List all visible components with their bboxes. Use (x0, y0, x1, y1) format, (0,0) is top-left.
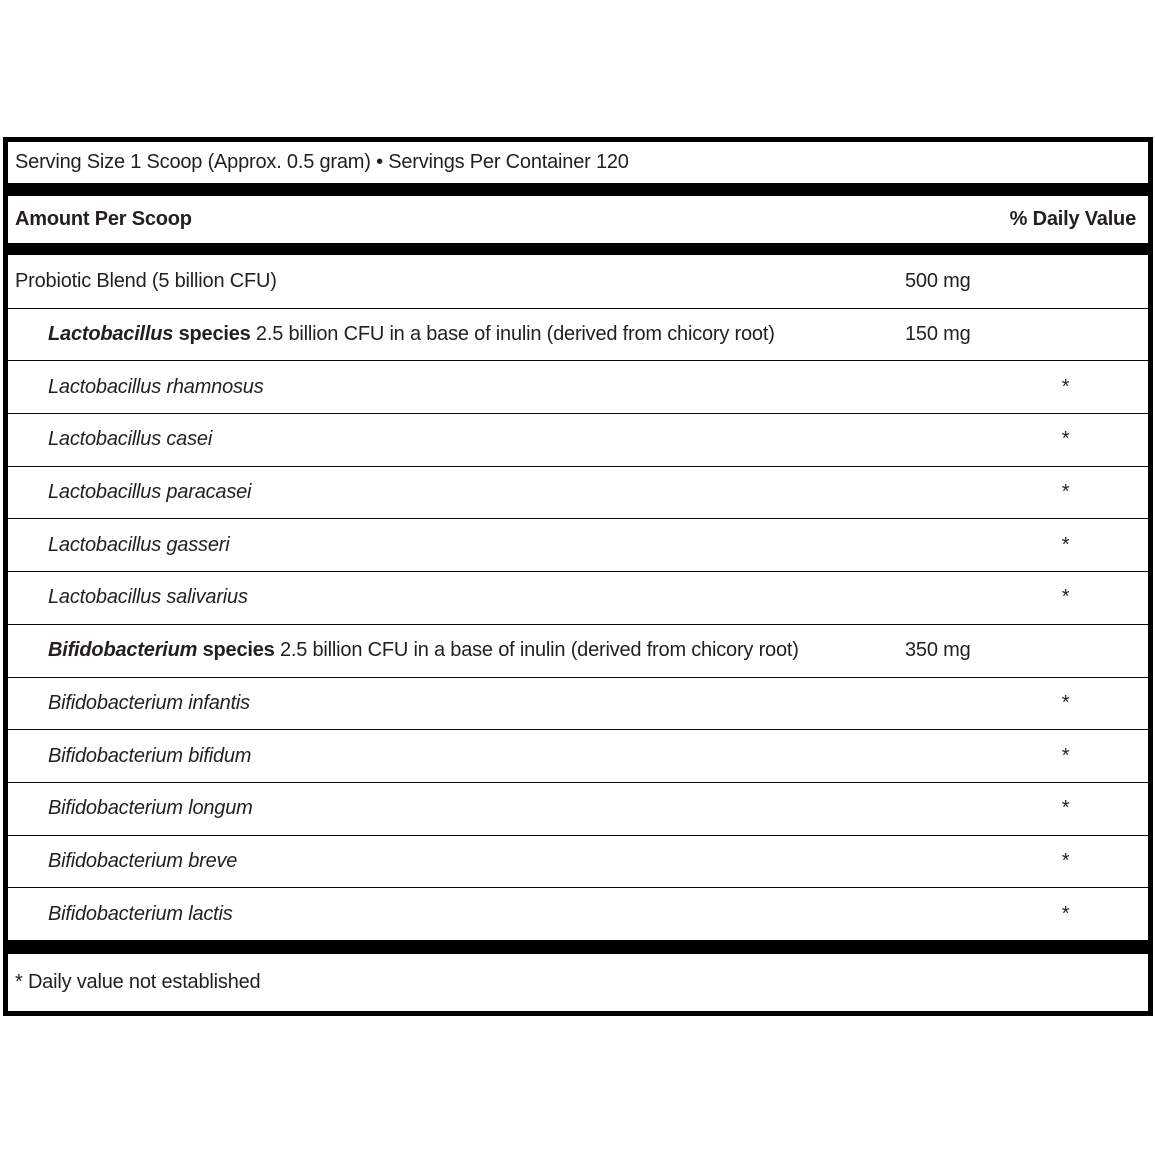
ingredient-row (8, 413, 1148, 466)
ingredient-name (48, 850, 237, 873)
ingredient-name-segment: Bifidobacterium longum (48, 797, 253, 820)
daily-value-asterisk: * (1061, 691, 1070, 714)
ingredient-name-segment: Bifidobacterium bifidum (48, 744, 252, 767)
ingredient-row (8, 782, 1148, 835)
daily-value-asterisk: * (1061, 428, 1070, 451)
ingredient-name (48, 586, 248, 609)
ingredient-name (48, 428, 212, 451)
ingredient-name-segment: 2.5 billion CFU in a base of inulin (derived from chicory root) (279, 639, 799, 662)
amount-per-scoop-header: Amount Per Scoop (15, 208, 192, 230)
ingredient-name-segment: Bifidobacterium lactis (48, 902, 233, 925)
ingredient-name (48, 376, 264, 399)
divider-bar-under-header (8, 243, 1148, 255)
amount-value: 150 mg (905, 323, 971, 346)
ingredient-name-segment: Lactobacillus salivarius (48, 586, 248, 609)
ingredient-name (48, 797, 253, 820)
ingredient-name-segment: Probiotic Blend (5 billion CFU) (15, 269, 277, 292)
serving-info-row (8, 142, 1148, 183)
ingredient-name-segment: Lactobacillus (48, 323, 174, 346)
ingredient-name (48, 323, 775, 346)
ingredient-row (8, 308, 1148, 361)
divider-bar-top (8, 183, 1148, 196)
daily-value-asterisk: * (1061, 586, 1070, 609)
ingredient-row (8, 518, 1148, 571)
ingredient-name (48, 692, 250, 715)
ingredient-name-segment: Lactobacillus rhamnosus (48, 375, 264, 398)
daily-value-asterisk: * (1061, 849, 1070, 872)
ingredient-name-segment: Lactobacillus gasseri (48, 533, 230, 556)
ingredient-name-segment: species (197, 639, 280, 662)
ingredient-row (8, 466, 1148, 519)
ingredient-name (48, 639, 799, 662)
daily-value-asterisk: * (1061, 533, 1070, 556)
daily-value-asterisk: * (1061, 481, 1070, 504)
footnote-text: * Daily value not established (15, 970, 261, 993)
footnote-row (8, 954, 1148, 1011)
ingredient-name-segment: Bifidobacterium breve (48, 849, 238, 872)
percent-daily-value-header: % Daily Value (1009, 208, 1136, 230)
ingredient-row (8, 677, 1148, 730)
ingredient-name-segment: 2.5 billion CFU in a base of inulin (derived from chicory root) (255, 323, 775, 346)
column-header-row (8, 196, 1148, 243)
ingredient-name (48, 481, 251, 504)
serving-info-text: Serving Size 1 Scoop (Approx. 0.5 gram) • Servings Per Container 120 (15, 151, 629, 173)
ingredient-name (48, 903, 233, 926)
daily-value-asterisk: * (1061, 744, 1070, 767)
amount-value: 500 mg (905, 269, 971, 292)
ingredient-rows (8, 255, 1148, 940)
daily-value-asterisk: * (1061, 375, 1070, 398)
ingredient-row (8, 835, 1148, 888)
ingredient-row (8, 624, 1148, 677)
ingredient-name-segment: Bifidobacterium infantis (48, 691, 250, 714)
ingredient-row (8, 360, 1148, 413)
ingredient-name (48, 745, 251, 768)
ingredient-row (8, 729, 1148, 782)
divider-bar-bottom (8, 940, 1148, 954)
amount-value: 350 mg (905, 639, 971, 662)
ingredient-name-segment: Lactobacillus paracasei (48, 481, 252, 504)
supplement-facts-panel (3, 137, 1153, 1016)
ingredient-name-segment: Lactobacillus casei (48, 428, 213, 451)
ingredient-row (8, 571, 1148, 624)
daily-value-asterisk: * (1061, 902, 1070, 925)
ingredient-name (15, 270, 277, 293)
ingredient-name-segment: Bifidobacterium (48, 639, 198, 662)
daily-value-asterisk: * (1061, 797, 1070, 820)
ingredient-row (8, 887, 1148, 940)
ingredient-name (48, 534, 229, 557)
ingredient-name-segment: species (173, 323, 256, 346)
ingredient-row (8, 255, 1148, 308)
